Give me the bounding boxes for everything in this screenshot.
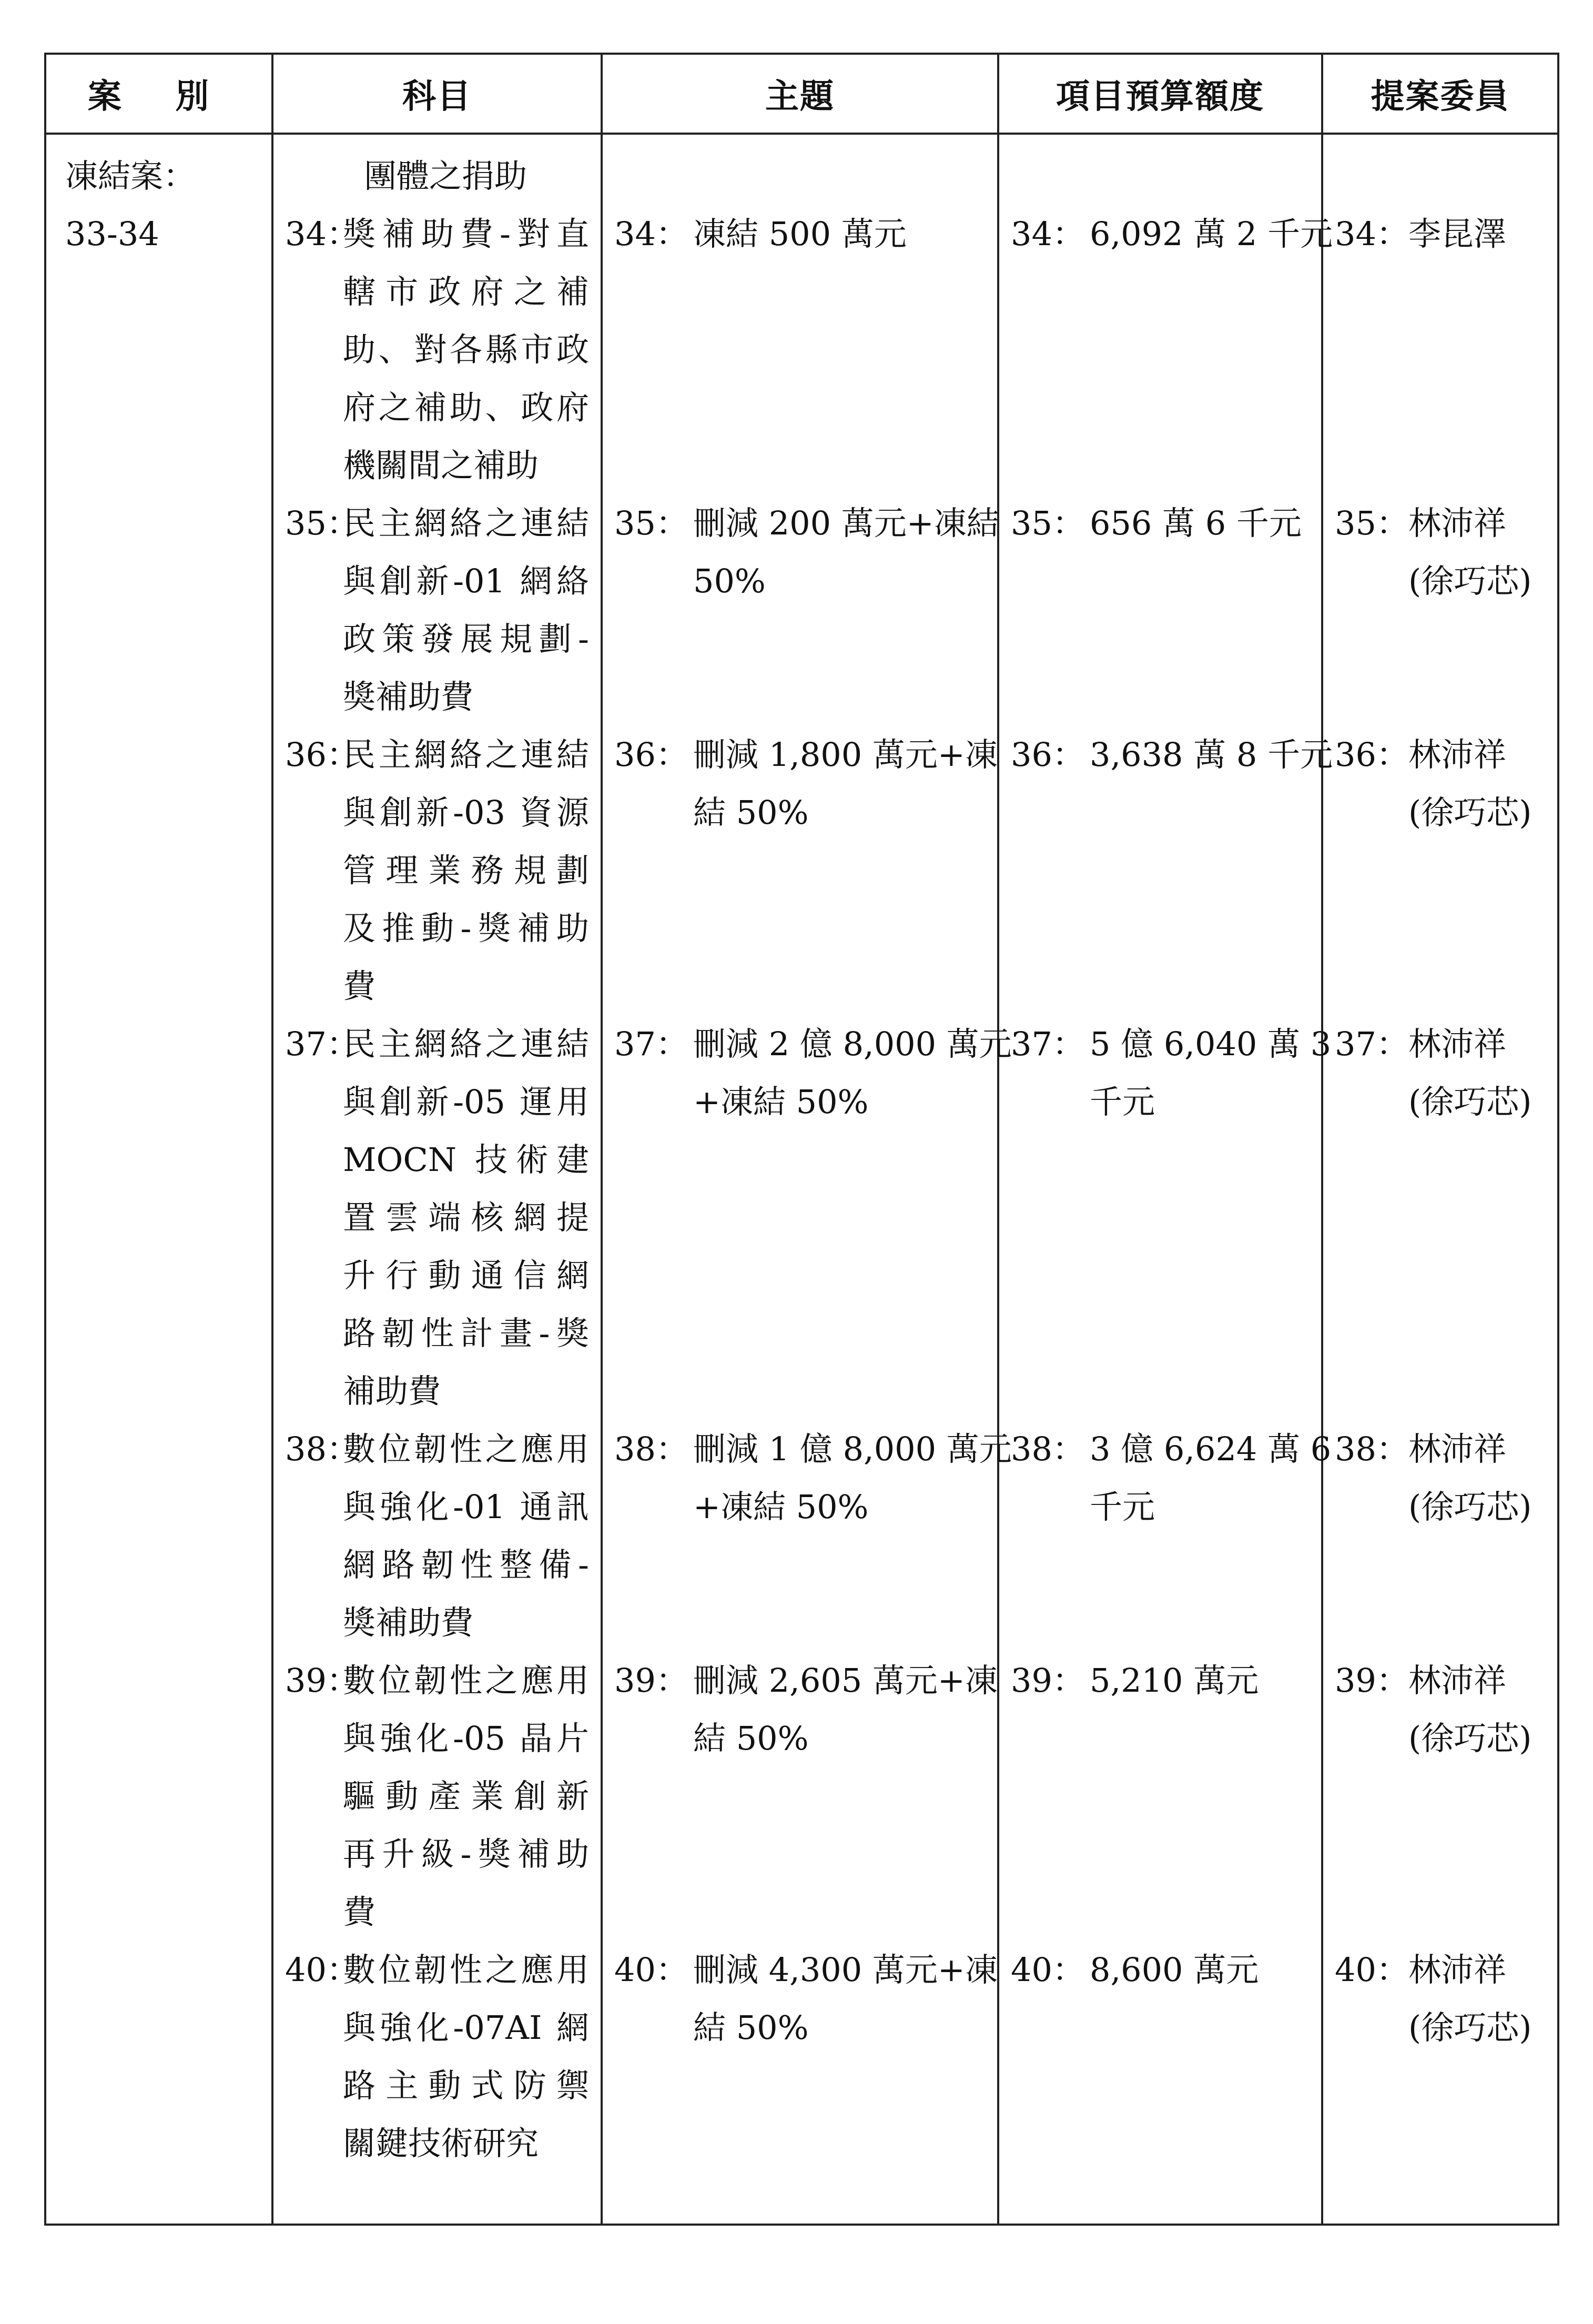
proposer-item-line: 林沛祥 bbox=[1408, 1951, 1507, 1989]
topic-item-line: 刪減 200 萬元+凍結 bbox=[693, 504, 999, 542]
spacer-line bbox=[1335, 147, 1546, 205]
subject-column bbox=[273, 135, 601, 2173]
budget-item-number: 38： bbox=[1011, 1430, 1085, 1468]
subject-item-line: 與強化-01 通訊 bbox=[343, 1488, 589, 1526]
budget-item bbox=[1011, 1420, 1332, 1652]
subject-item-line: 機關間之補助 bbox=[343, 446, 539, 484]
proposer-column bbox=[1323, 135, 1557, 2173]
proposer-item-number: 35： bbox=[1335, 504, 1409, 542]
topic-item-body bbox=[693, 726, 998, 1015]
header-proposer: 提案委員 bbox=[1322, 54, 1558, 134]
header-topic: 主題 bbox=[602, 54, 998, 134]
proposer-item-line: (徐巧芯) bbox=[1408, 2008, 1532, 2047]
proposer-item bbox=[1335, 1941, 1546, 2173]
topic-item bbox=[614, 1015, 1012, 1420]
subject-item-line: 民主網絡之連結 bbox=[343, 735, 589, 774]
subject-item-line: 及推動-獎補助 bbox=[343, 909, 589, 947]
proposer-item-line: 林沛祥 bbox=[1408, 1661, 1507, 1700]
budget-item-body bbox=[1090, 1941, 1310, 2173]
proposer-item-line: 林沛祥 bbox=[1408, 1430, 1507, 1468]
spacer-line bbox=[614, 147, 986, 205]
subject-item-line: 獎補助費-對直 bbox=[343, 215, 589, 253]
subject-item-body bbox=[343, 1420, 589, 1652]
subject-item-number: 36： bbox=[285, 735, 359, 774]
budget-item-line: 3,638 萬 8 千元 bbox=[1090, 735, 1333, 774]
budget-item-line: 3 億 6,624 萬 6 bbox=[1090, 1430, 1332, 1468]
budget-item bbox=[1011, 1652, 1310, 1941]
topic-item bbox=[614, 494, 999, 726]
budget-item-number: 37： bbox=[1011, 1025, 1085, 1063]
header-case: 案 別 bbox=[45, 54, 272, 134]
subject-cell bbox=[272, 134, 602, 2225]
subject-item-line: 民主網絡之連結 bbox=[343, 504, 589, 542]
topic-item bbox=[614, 1941, 998, 2173]
subject-item-line: 補助費 bbox=[343, 1372, 441, 1410]
budget-item-body bbox=[1090, 1420, 1331, 1652]
header-subject: 科目 bbox=[272, 54, 602, 134]
subject-item-line: 獎補助費 bbox=[343, 678, 474, 716]
subject-item bbox=[285, 205, 589, 494]
subject-item bbox=[285, 1652, 589, 1941]
budget-item-body bbox=[1090, 726, 1333, 1015]
subject-item-number: 40： bbox=[285, 1951, 359, 1989]
subject-item-body bbox=[343, 205, 589, 494]
subject-item-line: 與創新-03 資源 bbox=[343, 793, 589, 832]
budget-item-line: 8,600 萬元 bbox=[1090, 1951, 1259, 1989]
subject-item-line: 與強化-07AI 網 bbox=[343, 2008, 589, 2047]
header-row bbox=[45, 54, 1558, 134]
topic-item-line: 刪減 2 億 8,000 萬元 bbox=[693, 1025, 1012, 1063]
budget-item-line: 5 億 6,040 萬 3 bbox=[1090, 1025, 1332, 1063]
proposer-item-number: 38： bbox=[1335, 1430, 1409, 1468]
proposer-item-line: 林沛祥 bbox=[1408, 1025, 1507, 1063]
subject-item-body bbox=[343, 1652, 589, 1941]
case-line: 33-34 bbox=[65, 215, 159, 253]
topic-item-number: 34： bbox=[614, 215, 688, 253]
subject-item-line: 費 bbox=[343, 1893, 376, 1931]
budget-item-line: 千元 bbox=[1090, 1083, 1155, 1121]
topic-item-body bbox=[693, 1652, 998, 1941]
subject-item-line: 助、對各縣市政 bbox=[343, 330, 589, 369]
table-row bbox=[45, 134, 1558, 2225]
topic-item-line: 凍結 500 萬元 bbox=[693, 215, 907, 253]
topic-item bbox=[614, 726, 998, 1015]
budget-item bbox=[1011, 205, 1333, 494]
subject-item-line: 管理業務規劃 bbox=[343, 851, 589, 890]
subject-item-line: 網路韌性整備- bbox=[343, 1545, 589, 1584]
proposer-item-body bbox=[1408, 205, 1546, 494]
proposer-item-line: 林沛祥 bbox=[1408, 735, 1507, 774]
proposer-item-line: (徐巧芯) bbox=[1408, 562, 1532, 600]
proposer-item-body bbox=[1408, 1420, 1546, 1652]
proposer-item-line: (徐巧芯) bbox=[1408, 793, 1532, 832]
topic-item-line: +凍結 50% bbox=[693, 1488, 869, 1526]
topic-item bbox=[614, 1652, 998, 1941]
budget-item-number: 39： bbox=[1011, 1661, 1085, 1700]
subject-item-line: 與創新-01 網絡 bbox=[343, 562, 589, 600]
budget-column bbox=[999, 135, 1333, 2173]
topic-item-line: 結 50% bbox=[693, 793, 809, 832]
proposer-item bbox=[1335, 1420, 1546, 1652]
proposer-item-number: 34： bbox=[1335, 215, 1409, 253]
subject-item-line: 與強化-05 晶片 bbox=[343, 1719, 589, 1757]
subject-item-line: 再升級-獎補助 bbox=[343, 1835, 589, 1873]
subject-item-line: 與創新-05 運用 bbox=[343, 1083, 589, 1121]
subject-item-line: 政策發展規劃- bbox=[343, 620, 589, 658]
topic-item bbox=[614, 205, 986, 494]
subject-item-line: 升行動通信網 bbox=[343, 1256, 589, 1295]
subject-item-body bbox=[343, 1941, 589, 2173]
topic-item-number: 37： bbox=[614, 1025, 688, 1063]
topic-cell bbox=[602, 134, 1012, 2225]
budget-item bbox=[1011, 1941, 1310, 2173]
proposer-item-body bbox=[1408, 494, 1546, 726]
proposer-item-line: 李昆澤 bbox=[1408, 215, 1507, 253]
case-cell bbox=[45, 134, 272, 2225]
topic-item-line: +凍結 50% bbox=[693, 1083, 869, 1121]
subject-item-number: 38： bbox=[285, 1430, 359, 1468]
subject-item-body bbox=[343, 1015, 589, 1420]
topic-item-body bbox=[693, 1420, 1012, 1652]
topic-item-body bbox=[693, 494, 999, 726]
budget-item-line: 千元 bbox=[1090, 1488, 1155, 1526]
proposer-item-number: 40： bbox=[1335, 1951, 1409, 1989]
subject-item-line: 數位韌性之應用 bbox=[343, 1661, 589, 1700]
subject-item-line: 府之補助、政府 bbox=[343, 388, 589, 427]
proposer-item-body bbox=[1408, 1015, 1546, 1420]
subject-item bbox=[285, 1015, 589, 1420]
topic-item-line: 結 50% bbox=[693, 1719, 809, 1757]
budget-item-line: 6,092 萬 2 千元 bbox=[1090, 215, 1333, 253]
proposer-item bbox=[1335, 205, 1546, 494]
budget-item-body bbox=[1090, 1015, 1331, 1420]
budget-cell bbox=[998, 134, 1333, 2225]
subject-item-line: 置雲端核網提 bbox=[343, 1198, 589, 1237]
budget-table bbox=[44, 53, 1559, 2226]
proposer-item-number: 39： bbox=[1335, 1661, 1409, 1700]
proposer-item-body bbox=[1408, 726, 1546, 1015]
budget-item-line: 656 萬 6 千元 bbox=[1090, 504, 1302, 542]
topic-item-body bbox=[693, 205, 986, 494]
proposer-item-body bbox=[1408, 1941, 1546, 2173]
topic-item-body bbox=[693, 1941, 998, 2173]
case-line: 凍結案： bbox=[65, 157, 196, 195]
budget-item bbox=[1011, 726, 1333, 1015]
subject-item bbox=[285, 726, 589, 1015]
subject-item-line: 民主網絡之連結 bbox=[343, 1025, 589, 1063]
topic-item-line: 刪減 1 億 8,000 萬元 bbox=[693, 1430, 1012, 1468]
subject-item-number: 39： bbox=[285, 1661, 359, 1700]
header-budget: 項目預算額度 bbox=[998, 54, 1322, 134]
budget-item bbox=[1011, 1015, 1332, 1420]
budget-item-body bbox=[1090, 205, 1333, 494]
topic-item-body bbox=[693, 1015, 1012, 1420]
budget-item bbox=[1011, 494, 1310, 726]
subject-item-body bbox=[343, 726, 589, 1015]
proposer-item bbox=[1335, 726, 1546, 1015]
subject-item-number: 34： bbox=[285, 215, 359, 253]
subject-item-number: 37： bbox=[285, 1025, 359, 1063]
subject-item-body bbox=[343, 494, 589, 726]
subject-item bbox=[285, 1941, 589, 2173]
budget-item-body bbox=[1090, 494, 1310, 726]
subject-item-line: 路主動式防禦 bbox=[343, 2066, 589, 2105]
proposer-item-line: (徐巧芯) bbox=[1408, 1719, 1532, 1757]
budget-item-body bbox=[1090, 1652, 1310, 1941]
topic-item-line: 刪減 4,300 萬元+凍 bbox=[693, 1951, 998, 1989]
proposer-item-body bbox=[1408, 1652, 1546, 1941]
subject-item bbox=[285, 1420, 589, 1652]
spacer-line bbox=[1011, 147, 1310, 205]
subject-item-line: 轄市政府之補 bbox=[343, 272, 589, 311]
subject-lead-line: 團體之捐助 bbox=[364, 157, 527, 195]
subject-item-line: 數位韌性之應用 bbox=[343, 1430, 589, 1468]
budget-item-number: 34： bbox=[1011, 215, 1085, 253]
topic-item-number: 39： bbox=[614, 1661, 688, 1700]
subject-item-line: 關鍵技術研究 bbox=[343, 2124, 539, 2163]
topic-item-line: 50% bbox=[693, 562, 766, 600]
subject-item-line: 費 bbox=[343, 967, 376, 1005]
proposer-item bbox=[1335, 494, 1546, 726]
budget-item-number: 35： bbox=[1011, 504, 1085, 542]
proposer-item-line: (徐巧芯) bbox=[1408, 1488, 1532, 1526]
subject-item-line: MOCN 技術建 bbox=[343, 1140, 589, 1179]
budget-item-number: 36： bbox=[1011, 735, 1085, 774]
topic-item-number: 40： bbox=[614, 1951, 688, 1989]
topic-column bbox=[603, 135, 1012, 2173]
subject-item-number: 35： bbox=[285, 504, 359, 542]
topic-item-number: 36： bbox=[614, 735, 688, 774]
topic-item-line: 刪減 2,605 萬元+凍 bbox=[693, 1661, 998, 1700]
proposer-item-line: 林沛祥 bbox=[1408, 504, 1507, 542]
proposer-cell bbox=[1322, 134, 1558, 2225]
subject-item-line: 數位韌性之應用 bbox=[343, 1951, 589, 1989]
case-column bbox=[46, 135, 271, 263]
subject-item bbox=[285, 494, 589, 726]
topic-item-number: 38： bbox=[614, 1430, 688, 1468]
proposer-item-line: (徐巧芯) bbox=[1408, 1083, 1532, 1121]
proposer-item-number: 37： bbox=[1335, 1025, 1409, 1063]
topic-item bbox=[614, 1420, 1012, 1652]
proposer-item bbox=[1335, 1015, 1546, 1420]
subject-item-line: 路韌性計畫-獎 bbox=[343, 1314, 589, 1352]
proposer-item bbox=[1335, 1652, 1546, 1941]
topic-item-line: 結 50% bbox=[693, 2008, 809, 2047]
proposer-item-number: 36： bbox=[1335, 735, 1409, 774]
topic-item-line: 刪減 1,800 萬元+凍 bbox=[693, 735, 998, 774]
subject-item-line: 獎補助費 bbox=[343, 1603, 474, 1642]
topic-item-number: 35： bbox=[614, 504, 688, 542]
subject-item-line: 驅動產業創新 bbox=[343, 1777, 589, 1815]
budget-item-number: 40： bbox=[1011, 1951, 1085, 1989]
budget-item-line: 5,210 萬元 bbox=[1090, 1661, 1259, 1700]
